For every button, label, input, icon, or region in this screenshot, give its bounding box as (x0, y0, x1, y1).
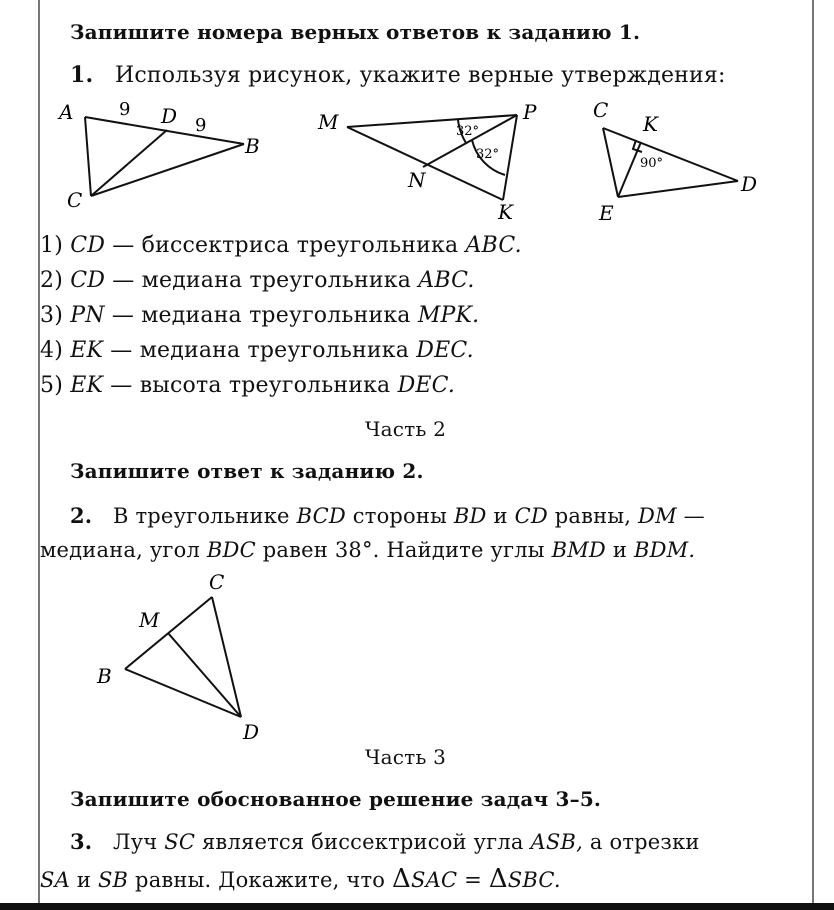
label-c: C (593, 98, 609, 122)
figure-dec (585, 95, 775, 230)
label-a: A (59, 100, 74, 124)
angle-label: 90° (640, 156, 664, 171)
label-e: E (599, 201, 614, 225)
seg-ed (618, 181, 738, 197)
label-k: K (643, 112, 658, 136)
bottom-border (0, 903, 834, 910)
part2-title: Часть 2 (365, 417, 447, 441)
label-k: K (498, 200, 513, 224)
seg-ad-length: 9 (119, 99, 131, 120)
label-n: N (408, 168, 426, 192)
task1-heading: Запишите номера верных ответов к заданию 1. (70, 20, 641, 44)
seg-ce (603, 128, 618, 197)
label-d: D (161, 104, 178, 128)
task1-prompt-line (70, 62, 726, 88)
seg-cd (91, 130, 167, 196)
angle-label-2: 32° (476, 147, 500, 162)
seg-mp (347, 115, 517, 127)
seg-db-length: 9 (195, 115, 207, 136)
angle-label-1: 32° (456, 124, 480, 139)
option-3: 3) PN — медиана треугольника MPK. (40, 303, 480, 328)
task2-line1: 2. В треугольнике BCD стороны BD и CD равны, DM — (70, 503, 705, 528)
task3-line1: 3. Луч SC является биссектрисой угла ASB, а отрезки (70, 829, 700, 854)
task2-line2: медиана, угол BDC равен 38°. Найдите углы BMD и BDM. (40, 538, 696, 562)
label-c: C (67, 188, 83, 212)
option-4: 4) EK — медиана треугольника DEC. (40, 338, 474, 363)
option-1: 1) CD — биссектриса треугольника ABC. (40, 233, 522, 258)
seg-cd (603, 128, 738, 181)
seg-bd (125, 669, 241, 717)
label-d: D (243, 720, 260, 744)
part2-heading: Запишите ответ к заданию 2. (70, 459, 424, 483)
task1-prompt: Используя рисунок, укажите верные утверждения: (114, 63, 726, 88)
figure-mpk (310, 95, 550, 225)
option-2: 2) CD — медиана треугольника ABC. (40, 268, 475, 293)
seg-pn (423, 115, 517, 167)
label-m: M (318, 110, 339, 134)
part3-heading: Запишите обоснованное решение задач 3–5. (70, 787, 602, 811)
label-d: D (741, 172, 758, 196)
label-m: M (139, 608, 160, 632)
figure-abc (55, 95, 285, 215)
label-b: B (245, 134, 260, 158)
seg-cb (91, 144, 244, 196)
label-p: P (523, 100, 537, 124)
task1-number: 1. (70, 62, 94, 88)
figure-bcd (85, 565, 285, 750)
task3-line2: SA и SB равны. Докажите, что ΔSAC = ΔSBC. (40, 864, 561, 894)
option-5: 5) EK — высота треугольника DEC. (40, 373, 456, 398)
seg-pk (503, 115, 517, 200)
part3-title: Часть 3 (365, 745, 447, 769)
label-c: C (209, 570, 225, 594)
label-b: B (97, 664, 112, 688)
seg-ac (85, 117, 91, 196)
